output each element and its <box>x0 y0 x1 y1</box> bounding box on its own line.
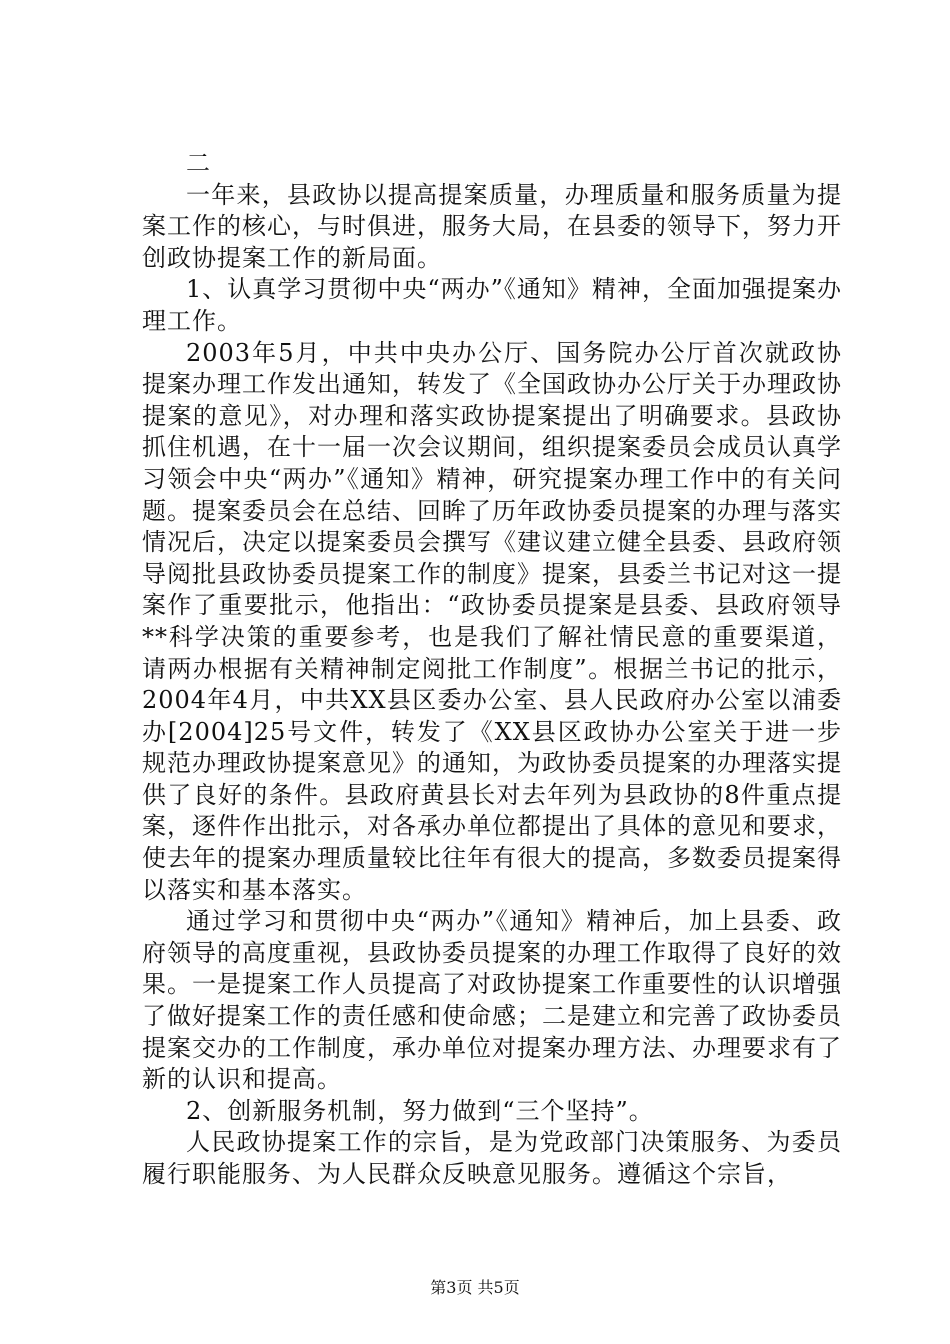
page-footer: 第3页 共5页 <box>430 1278 520 1297</box>
paragraph-heading-1: 1、认真学习贯彻中央“两办”《通知》精神，全面加强提案办理工作。 <box>142 275 842 335</box>
paragraph-body-2: 通过学习和贯彻中央“两办”《通知》精神后，加上县委、政府领导的高度重视，县政协委员提案的办理工作取得了良好的效果。一是提案工作人员提高了对政协提案工作重要性的认识增强了做好提案工作的责任感和使命感；二是建立和完善了政协委员提案交办的工作制度，承办单位对提案办理方法、办理要求有了新的认识和提高。 <box>142 907 842 1094</box>
paragraph-intro: 一年来，县政协以提高提案质量，办理质量和服务质量为提案工作的核心，与时俱进，服务大局，在县委的领导下，努力开创政协提案工作的新局面。 <box>142 180 842 272</box>
document-body <box>142 148 842 1191</box>
paragraph-section-number: 二 <box>186 149 211 177</box>
paragraph-body-3: 人民政协提案工作的宗旨，是为党政部门决策服务、为委员履行职能服务、为人民群众反映意见服务。遵循这个宗旨， <box>142 1128 842 1188</box>
paragraph-body-1: 2003年5月，中共中央办公厅、国务院办公厅首次就政协提案办理工作发出通知，转发了《全国政协办公厅关于办理政协提案的意见》，对办理和落实政协提案提出了明确要求。县政协抓住机遇，在十一届一次会议期间，组织提案委员会成员认真学习领会中央“两办”《通知》精神，研究提案办理工作中的有关问题。提案委员会在总结、回眸了历年政协委员提案的办理与落实情况后，决定以提案委员会撰写《建议建立健全县委、县政府领导阅批县政协委员提案工作的制度》提案，县委兰书记对这一提案作了重要批示，他指出：“政协委员提案是县委、县政府领导**科学决策的重要参考，也是我们了解社情民意的重要渠道，请两办根据有关精神制定阅批工作制度”。根据兰书记的批示，2004年4月，中共XX县区委办公室、县人民政府办公室以浦委办[2004]25号文件，转发了《XX县区政协办公室关于进一步规范办理政协提案意见》的通知，为政协委员提案的办理落实提供了良好的条件。县政府黄县长对去年列为县政协的8件重点提案，逐件作出批示，对各承办单位都提出了具体的意见和要求，使去年的提案办理质量较比往年有很大的提高，多数委员提案得以落实和基本落实。 <box>142 338 842 904</box>
paragraph-heading-2: 2、创新服务机制，努力做到“三个坚持”。 <box>186 1096 654 1125</box>
